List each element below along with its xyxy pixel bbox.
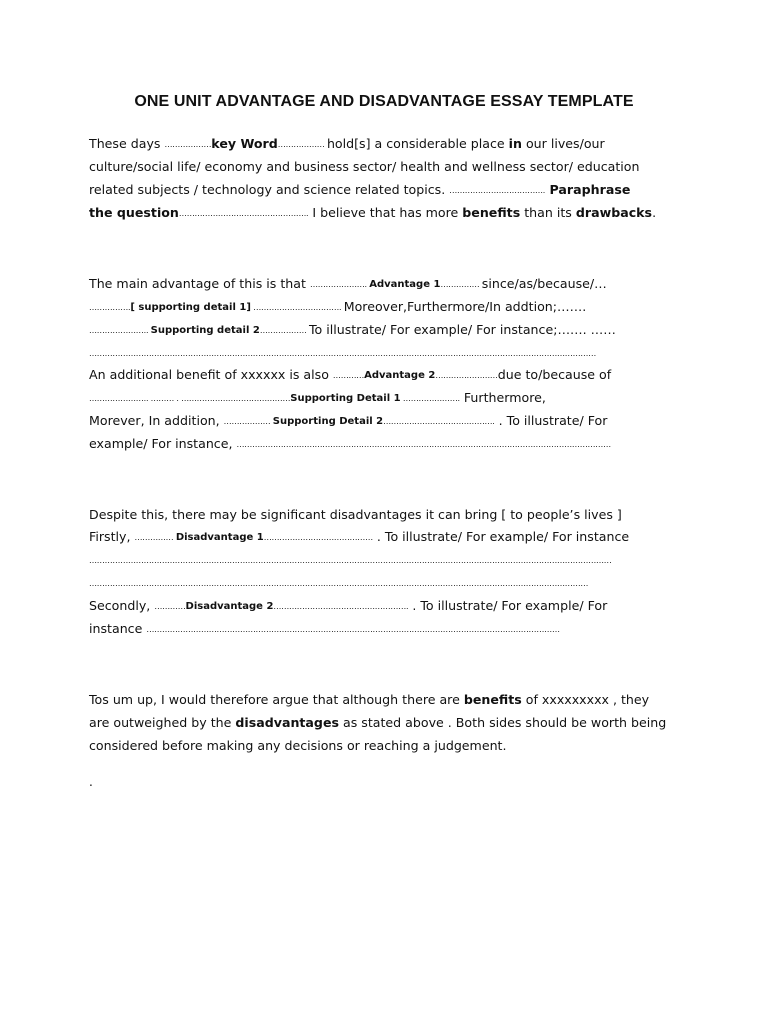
emphasis-benefits: benefits bbox=[462, 205, 521, 220]
text: considered before making any decisions or reaching a judgement. bbox=[89, 738, 507, 753]
text: are outweighed by the bbox=[89, 715, 236, 730]
emphasis-benefits: benefits bbox=[463, 692, 522, 707]
dotted-blank: ……………………………………. bbox=[383, 417, 495, 426]
text: . bbox=[652, 205, 657, 220]
stray-period: . bbox=[89, 775, 93, 789]
dotted-blank: …………………………………… bbox=[181, 394, 291, 403]
conclusion-line-2 bbox=[89, 714, 666, 732]
placeholder-supporting-detail-2: Supporting detail 2 bbox=[150, 325, 260, 336]
advantages-line-5 bbox=[89, 366, 611, 384]
placeholder-disadvantage-2: Disadvantage 2 bbox=[185, 601, 274, 612]
dotted-blank: ………………….. ……… . bbox=[89, 394, 182, 403]
text: Morever, In addition, bbox=[89, 413, 224, 428]
dotted-blank: …………………. bbox=[309, 280, 370, 289]
advantages-line-6 bbox=[89, 389, 546, 407]
text: of xxxxxxxxx , they bbox=[521, 692, 650, 707]
text: To illustrate/ For example/ For instance;……. …… bbox=[308, 322, 616, 337]
text: Secondly, bbox=[89, 598, 155, 613]
placeholder-advantage-2: Advantage 2 bbox=[364, 370, 436, 381]
dotted-blank: ……………… bbox=[277, 140, 327, 149]
dotted-blank: ………………………………. bbox=[449, 186, 546, 195]
text: The main advantage of this is that bbox=[89, 276, 310, 291]
dotted-blank: ……………… bbox=[259, 326, 309, 335]
dotted-blank: ……………………………………………. bbox=[273, 602, 409, 611]
dotted-blank: ………… bbox=[332, 371, 365, 380]
placeholder-paraphrase: Paraphrase bbox=[545, 182, 631, 197]
advantages-line-8 bbox=[89, 435, 611, 453]
advantages-line-3 bbox=[89, 321, 616, 339]
text: than its bbox=[520, 205, 576, 220]
text: These days bbox=[89, 136, 165, 151]
dotted-blank: ………… bbox=[154, 602, 186, 611]
text: related subjects / technology and science related topics. bbox=[89, 182, 450, 197]
advantages-line-4 bbox=[89, 344, 596, 362]
dotted-blank: ………………………………………………………………………………………………………………………………………………………………………… bbox=[89, 579, 589, 588]
advantages-line-1 bbox=[89, 275, 607, 293]
conclusion-line-3 bbox=[89, 737, 507, 755]
dotted-blank: …………………………………………………………………………………………………………………………………………………………………………… bbox=[89, 349, 597, 358]
placeholder-supporting-detail-1: Supporting Detail 1 bbox=[290, 393, 401, 404]
dotted-blank: ……………. bbox=[89, 303, 131, 312]
text: Tos um up, I would therefore argue that although there are bbox=[89, 692, 464, 707]
dotted-blank: …………………. bbox=[400, 394, 460, 403]
text: culture/social life/ economy and business sector/ health and wellness sector/ education bbox=[89, 159, 640, 174]
intro-line-4 bbox=[89, 204, 656, 222]
text: hold[s] a considerable place bbox=[326, 136, 509, 151]
dotted-blank: ………………….. bbox=[89, 326, 151, 335]
dotted-blank: …………………………………………………………………………………………………………………………………………… bbox=[146, 625, 560, 634]
emphasis-drawbacks: drawbacks bbox=[575, 205, 653, 220]
intro-line-2 bbox=[89, 158, 640, 176]
disadvantages-line-1 bbox=[89, 506, 622, 524]
dotted-blank: ………………………………………………………………………………………………………………………………………………………………………………… bbox=[89, 556, 612, 565]
disadvantages-line-4 bbox=[89, 574, 588, 592]
advantages-line-2 bbox=[89, 298, 586, 316]
text: Despite this, there may be significant disadvantages it can bring [ to people’s lives ] bbox=[89, 507, 622, 522]
advantages-line-7 bbox=[89, 412, 607, 430]
text: example/ For instance, bbox=[89, 436, 237, 451]
text: An additional benefit of xxxxxx is also bbox=[89, 367, 333, 382]
text: instance bbox=[89, 621, 147, 636]
dotted-blank: …………… bbox=[134, 533, 176, 542]
dotted-blank: ……………………………. bbox=[250, 303, 344, 312]
disadvantages-line-3 bbox=[89, 551, 612, 569]
text: Furthermore, bbox=[459, 390, 546, 405]
placeholder-the-question: the question bbox=[89, 205, 179, 220]
text: our lives/our bbox=[521, 136, 605, 151]
placeholder-supporting-detail-2: Supporting Detail 2 bbox=[272, 416, 384, 427]
placeholder-advantage-1: Advantage 1 bbox=[369, 279, 441, 290]
dotted-blank: ……………… bbox=[164, 140, 212, 149]
text: . To illustrate/ For example/ For bbox=[408, 598, 608, 613]
intro-line-3 bbox=[89, 181, 630, 199]
text: due to/because of bbox=[497, 367, 612, 382]
conclusion-line-1 bbox=[89, 691, 649, 709]
emphasis-disadvantages: disadvantages bbox=[235, 715, 339, 730]
text: Firstly, bbox=[89, 529, 135, 544]
text: I believe that has more bbox=[308, 205, 463, 220]
text: . To illustrate/ For example/ For instance bbox=[372, 529, 630, 544]
dotted-blank: ……………………………………………………………………………………………………………………………… bbox=[236, 440, 611, 449]
placeholder-supporting-detail-1: [ supporting detail 1] bbox=[130, 302, 251, 313]
disadvantages-line-2 bbox=[89, 528, 629, 546]
text: since/as/because/… bbox=[481, 276, 607, 291]
intro-line-1 bbox=[89, 135, 605, 153]
placeholder-key-word: key Word bbox=[211, 136, 278, 151]
text: . To illustrate/ For bbox=[494, 413, 608, 428]
disadvantages-line-6 bbox=[89, 620, 560, 638]
disadvantages-line-5 bbox=[89, 597, 607, 615]
text: Moreover,Furthermore/In addtion;……. bbox=[343, 299, 587, 314]
dotted-blank: …………………………………… bbox=[263, 533, 373, 542]
dotted-blank: ………………………………………….. bbox=[178, 209, 309, 218]
dotted-blank: …………………… bbox=[435, 371, 498, 380]
placeholder-disadvantage-1: Disadvantage 1 bbox=[175, 532, 264, 543]
dotted-blank: …………… bbox=[440, 280, 482, 289]
emphasis-in: in bbox=[508, 136, 522, 151]
document-title: ONE UNIT ADVANTAGE AND DISADVANTAGE ESSAY TEMPLATE bbox=[134, 93, 634, 110]
dotted-blank: ……………… bbox=[223, 417, 273, 426]
text: as stated above . Both sides should be worth being bbox=[338, 715, 667, 730]
